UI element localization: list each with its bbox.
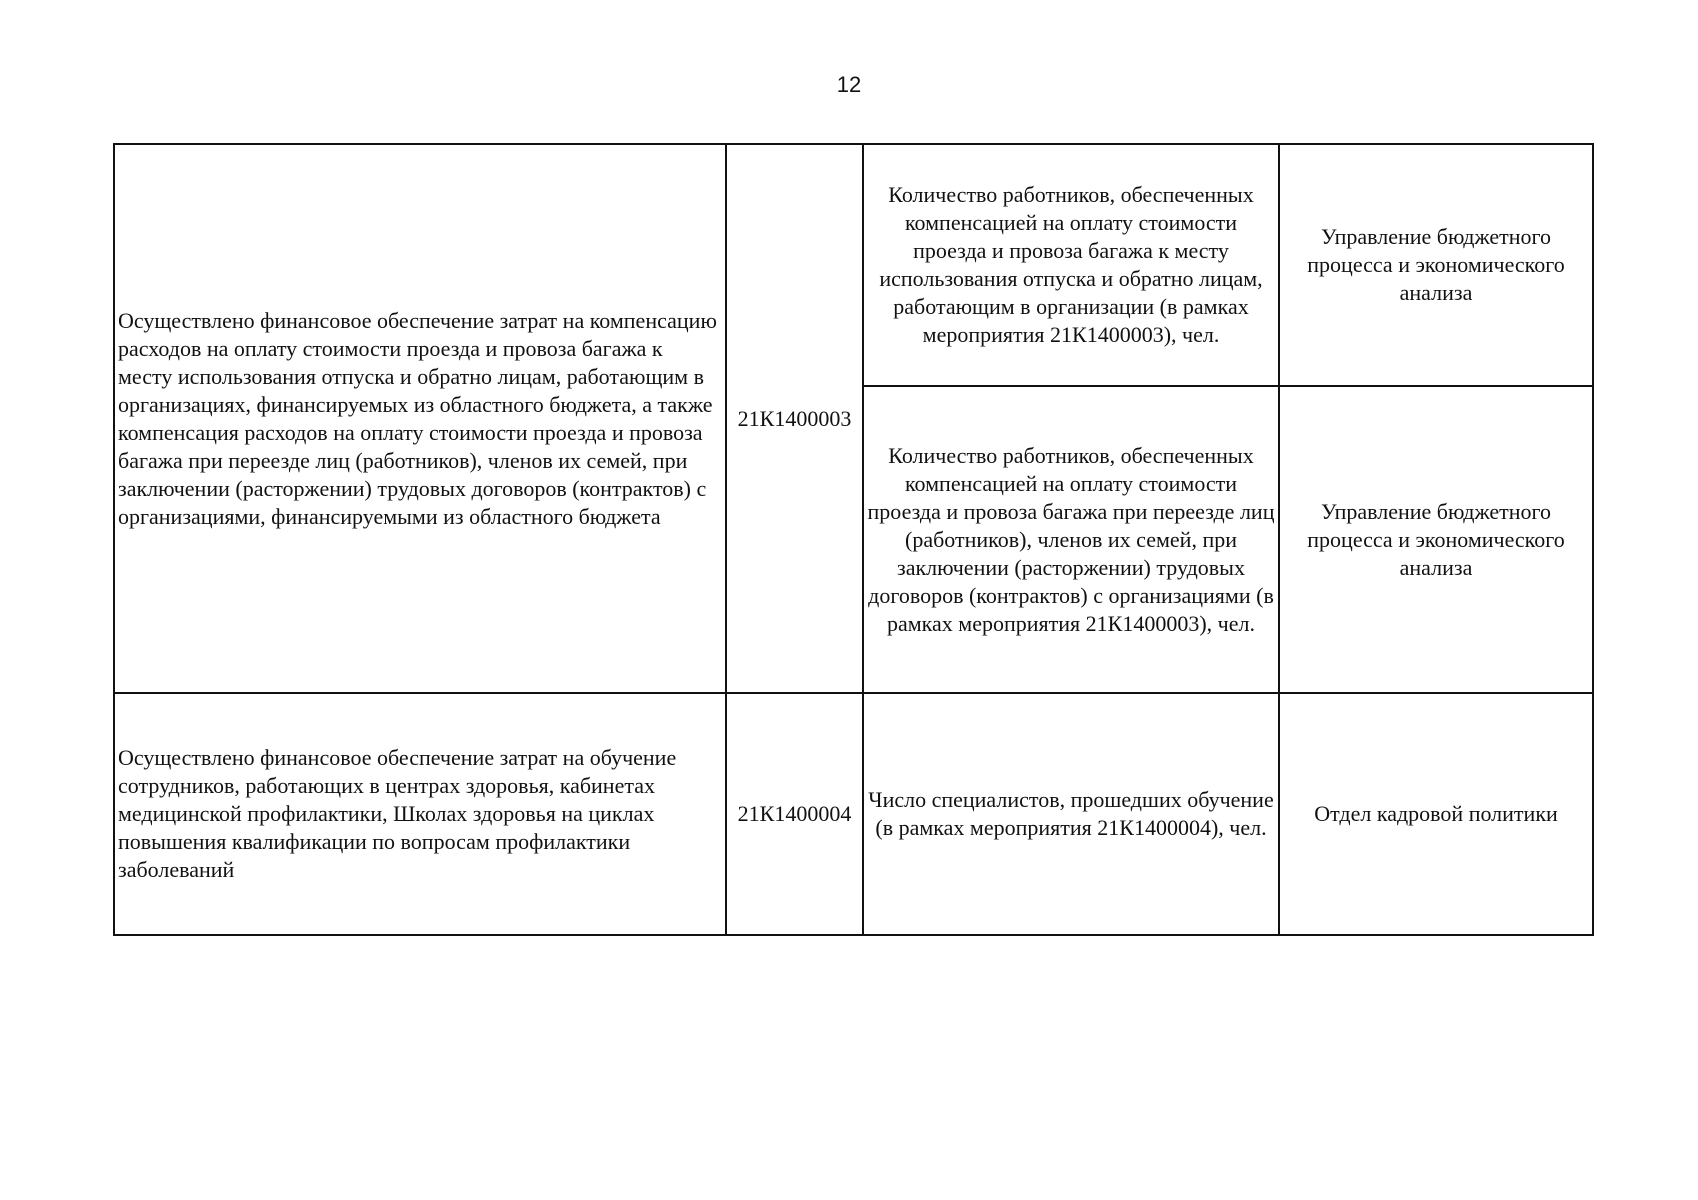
measure-description: Осуществлено финансовое обеспечение затрат на обучение сотрудников, работающих в центрах здоровья, кабинетах медицинской профилактики, Школах здоровья на циклах повышения квалификации по вопросам профилактики заболеваний xyxy=(118,745,677,882)
responsible-cell xyxy=(1279,386,1593,693)
measure-code: 21К1400004 xyxy=(737,801,852,826)
responsible-unit: Отдел кадровой политики xyxy=(1314,801,1558,826)
page-number: 12 xyxy=(836,72,862,97)
measure-code-cell xyxy=(726,693,863,935)
measure-code: 21К1400003 xyxy=(737,405,852,431)
table-row xyxy=(114,693,1593,935)
indicator-text: Количество работников, обеспеченных компенсацией на оплату стоимости проезда и провоза багажа при переезде лиц (работников), членов их семей, при заключении (расторжении) трудовых договоров (контрактов) с организациями (в рамках мероприятия 21К1400003), чел. xyxy=(867,442,1275,636)
indicator-text: Число специалистов, прошедших обучение (в рамках мероприятия 21К1400004), чел. xyxy=(868,787,1274,840)
measure-description: Осуществлено финансовое обеспечение затрат на компенсацию расходов на оплату стоимости проезда и провоза багажа к месту использования отпуска и обратно лицам, работающим в организациях, финансируемых из областного бюджета, а также компенсация расходов на оплату стоимости проезда и провоза багажа при переезде лиц (работников), членов их семей, при заключении (расторжении) трудовых договоров (контрактов) с организациями, финансируемыми из областного бюджета xyxy=(118,307,717,529)
indicator-cell xyxy=(863,144,1279,386)
responsible-cell xyxy=(1279,144,1593,386)
responsible-unit: Управление бюджетного процесса и экономического анализа xyxy=(1307,224,1565,305)
measures-table xyxy=(113,143,1594,936)
responsible-cell xyxy=(1279,693,1593,935)
measure-description-cell xyxy=(114,693,726,935)
indicator-cell xyxy=(863,693,1279,935)
indicator-cell xyxy=(863,386,1279,693)
responsible-unit: Управление бюджетного процесса и экономического анализа xyxy=(1307,498,1565,580)
measure-description-cell xyxy=(114,144,726,693)
measure-code-cell xyxy=(726,144,863,693)
table-row xyxy=(114,144,1593,386)
indicator-text: Количество работников, обеспеченных компенсацией на оплату стоимости проезда и провоза багажа к месту использования отпуска и обратно лицам, работающим в организации (в рамках мероприятия 21К1400003), чел. xyxy=(879,182,1263,347)
